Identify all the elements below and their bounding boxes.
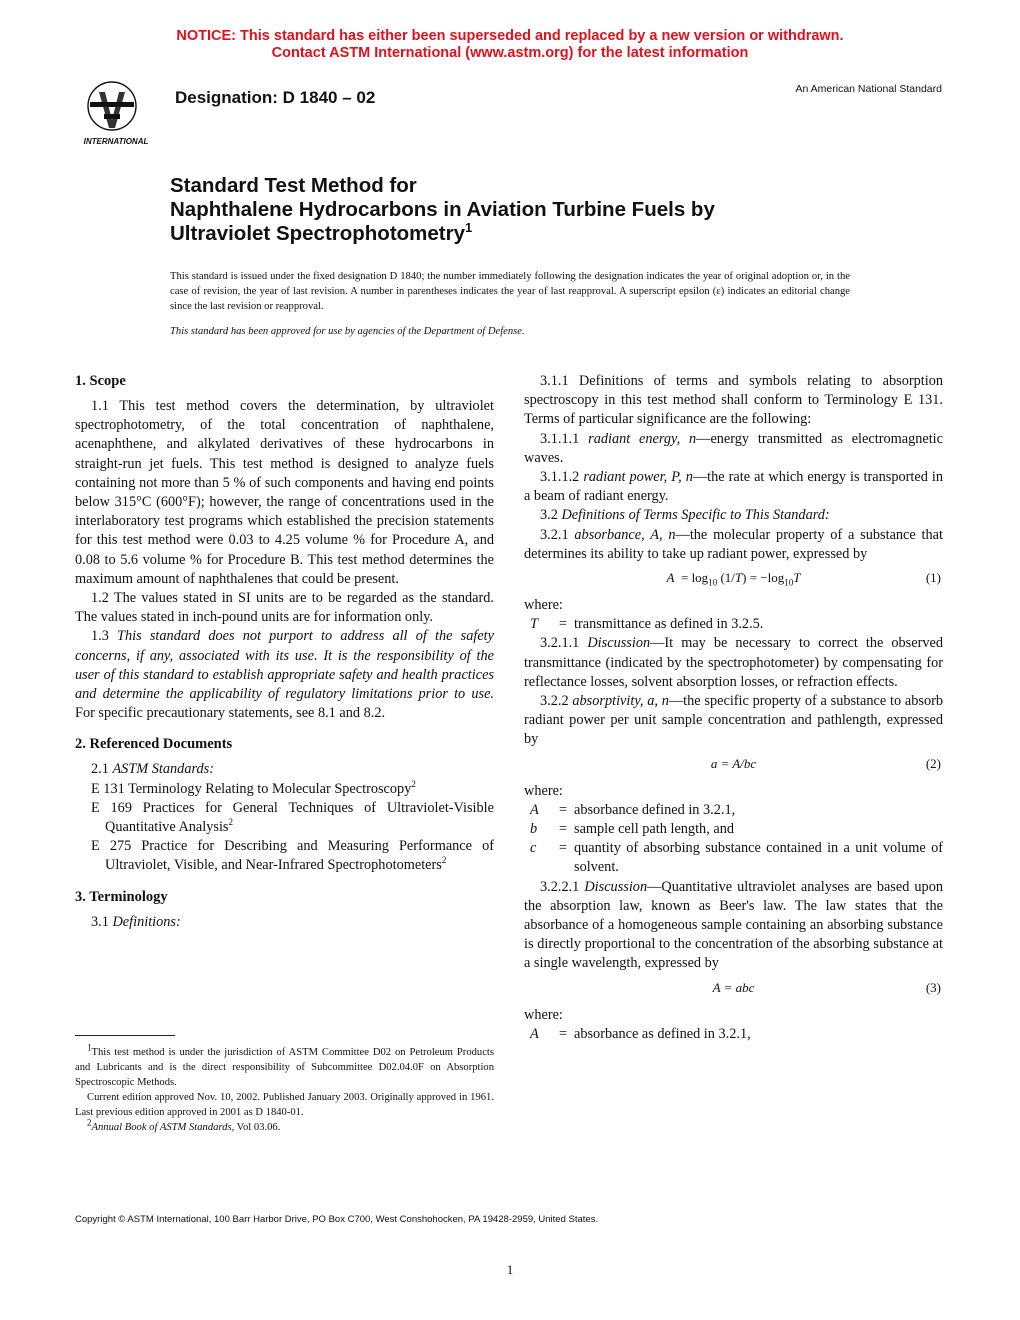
page-number: 1 — [506, 1262, 514, 1277]
paragraph-3-1-1: 3.1.1 Definitions of terms and symbols relating to absorption spectroscopy in this test method shall conform to Terminology E 131. Terms of particular significance are the following: — [524, 373, 943, 428]
where-1-label: where: — [524, 597, 563, 614]
paragraph-3-2-1-1: 3.2.1.1 Discussion—It may be necessary to correct the observed transmittance (indicated by the spectrophotometer) by compensating for reflectance losses, solvent absorption losses, or refraction effects. — [524, 635, 943, 690]
equation-3-body: A = abc — [712, 979, 755, 995]
where-2-label: where: — [524, 782, 563, 799]
equation-2-body: a = A/bc — [710, 755, 757, 771]
paragraph-3-1-1-2: 3.1.1.2 radiant power, P, n—the rate at which energy is transported in a beam of radiant energy. — [524, 469, 944, 505]
approval-note: This standard has been approved for use by agencies of the Department of Defense. — [170, 326, 525, 337]
definition-row: A = absorbance as defined in 3.2.1, — [530, 1025, 751, 1042]
document-title — [170, 174, 715, 246]
copyright-line: Copyright © ASTM International, 100 Barr Harbor Drive, PO Box C700, West Conshohocken, PA 19428-2959, United States. — [75, 1214, 599, 1225]
equation-2-number: (2) — [925, 755, 941, 771]
footnotes — [75, 1042, 494, 1135]
paragraph-3-2-2-1: 3.2.2.1 Discussion—Quantitative ultraviolet analyses are based upon the absorption law, known as Beer's law. The law states that the absorbance of a homogeneous sample containing an absorbing substance is directly proportional to the concentration of the absorbing substance at a single wavelength, expressed by — [524, 878, 943, 972]
section-1-heading: 1. Scope — [75, 373, 126, 389]
paragraph-3-2-1: 3.2.1 absorbance, A, n—the molecular property of a substance that determines its ability to take up radiant power, expressed by — [524, 526, 943, 562]
paragraph-1-1: 1.1 This test method covers the determination, by ultraviolet spectrophotometry, of the total concentration of naphthalene, acenaphthene, and alkylated derivatives of these hydrocarbons in straight-run jet fuels. This test method is designed to analyze fuels containing not more than 5 % of such components and having end points below 315°C (600°F); however, the range of concentrations used in the interlaboratory test programs which established the precision statements for this test method were 0.03 to 4.25 volume % for Procedure A, and 0.08 to 5.6 volume % for Procedure B. This test method determines the maximum amount of naphthalenes that could be present. — [75, 398, 494, 587]
definition-row: b = sample cell path length, and — [530, 821, 734, 838]
footnote-1-continued: Current edition approved Nov. 10, 2002. Published January 2003. Originally approved in 1961. Last previous edition approved in 2001 as D 1840-01. — [75, 1092, 494, 1118]
astm-logo — [72, 76, 162, 148]
notice-line-2: Contact ASTM International (www.astm.org) for the latest information — [271, 45, 749, 61]
paragraph-3-2-2: 3.2.2 absorptivity, a, n—the specific property of a substance to absorb radiant power per unit sample concentration and pathlength, expressed by — [524, 693, 943, 748]
footnote-2: $^2$Annual Book of ASTM Standards, Vol 03.06. — [87, 1117, 281, 1133]
definition-row: A = absorbance defined in 3.2.1, — [530, 801, 736, 818]
reference-e131: E 131 Terminology Relating to Molecular Spectroscopy$^2$ — [91, 778, 416, 797]
title-footnote-mark: 1 — [465, 220, 473, 236]
right-column — [524, 372, 943, 1044]
paragraph-3-1-1-1: 3.1.1.1 radiant energy, n—energy transmitted as electromagnetic waves. — [524, 430, 943, 466]
footnote-divider — [75, 1035, 175, 1036]
paragraph-2-1: 2.1 ASTM Standards: — [91, 761, 214, 778]
reference-e275: E 275 Practice for Describing and Measuring Performance of Ultraviolet, Visible, and Near-Infrared Spectrophotometers$^2$ — [91, 838, 494, 874]
definition-row: c = quantity of absorbing substance contained in a unit volume of solvent. — [530, 840, 943, 876]
left-column — [75, 372, 494, 932]
designation: Designation: D 1840 – 02 — [175, 88, 376, 107]
paragraph-3-1: 3.1 Definitions: — [91, 913, 181, 930]
american-national-standard-label: An American National Standard — [795, 83, 942, 95]
paragraph-1-3: 1.3 This standard does not purport to address all of the safety concerns, if any, associated with its use. It is the responsibility of the user of this standard to establish appropriate safety and health practices and determine the applicability of regulatory limitations prior to use. For specific precautionary statements, see 8.1 and 8.2. — [75, 628, 494, 722]
paragraph-3-2: 3.2 Definitions of Terms Specific to This Standard: — [540, 507, 830, 524]
title-line-1: Standard Test Method for — [170, 174, 417, 197]
where-3-label: where: — [524, 1006, 563, 1023]
equation-1-number: (1) — [925, 570, 941, 586]
equation-3 — [524, 974, 943, 1000]
notice-line-1: NOTICE: This standard has either been superseded and replaced by a new version or withdrawn. — [176, 28, 844, 44]
title-line-2: Naphthalene Hydrocarbons in Aviation Turbine Fuels by — [170, 198, 715, 221]
logo-subtext: INTERNATIONAL — [83, 137, 149, 146]
reference-e169: E 169 Practices for General Techniques of Ultraviolet-Visible Quantitative Analysis$^2$ — [91, 799, 494, 836]
section-3-heading: 3. Terminology — [75, 888, 168, 905]
section-2-heading: 2. Referenced Documents — [75, 736, 233, 753]
equation-2 — [524, 750, 943, 776]
equation-3-number: (3) — [925, 979, 941, 995]
paragraph-1-2: 1.2 The values stated in SI units are to be regarded as the standard. The values stated in inch-pound units are for information only. — [75, 590, 494, 626]
notice-banner — [0, 28, 1020, 62]
footnote-1: $^1$This test method is under the jurisdiction of ASTM Committee D02 on Petroleum Products and Lubricants and is the direct responsibility of Subcommittee D02.04.0F on Absorption Spectroscopic Methods. — [75, 1042, 494, 1088]
issuance-note: This standard is issued under the fixed designation D 1840; the number immediately following the designation indicates the year of original adoption or, in the case of revision, the year of last revision. A number in parentheses indicates the year of last reapproval. A superscript epsilon (ε) indicates an editorial change since the last revision or reapproval. — [170, 271, 850, 312]
equation-1: $A = \log_{10} (1/T) = -\log_{10}T$ (1) — [666, 570, 941, 588]
title-line-3: Ultraviolet Spectrophotometry$^1$ — [170, 220, 473, 245]
definition-row: T = transmittance as defined in 3.2.5. — [530, 616, 764, 633]
